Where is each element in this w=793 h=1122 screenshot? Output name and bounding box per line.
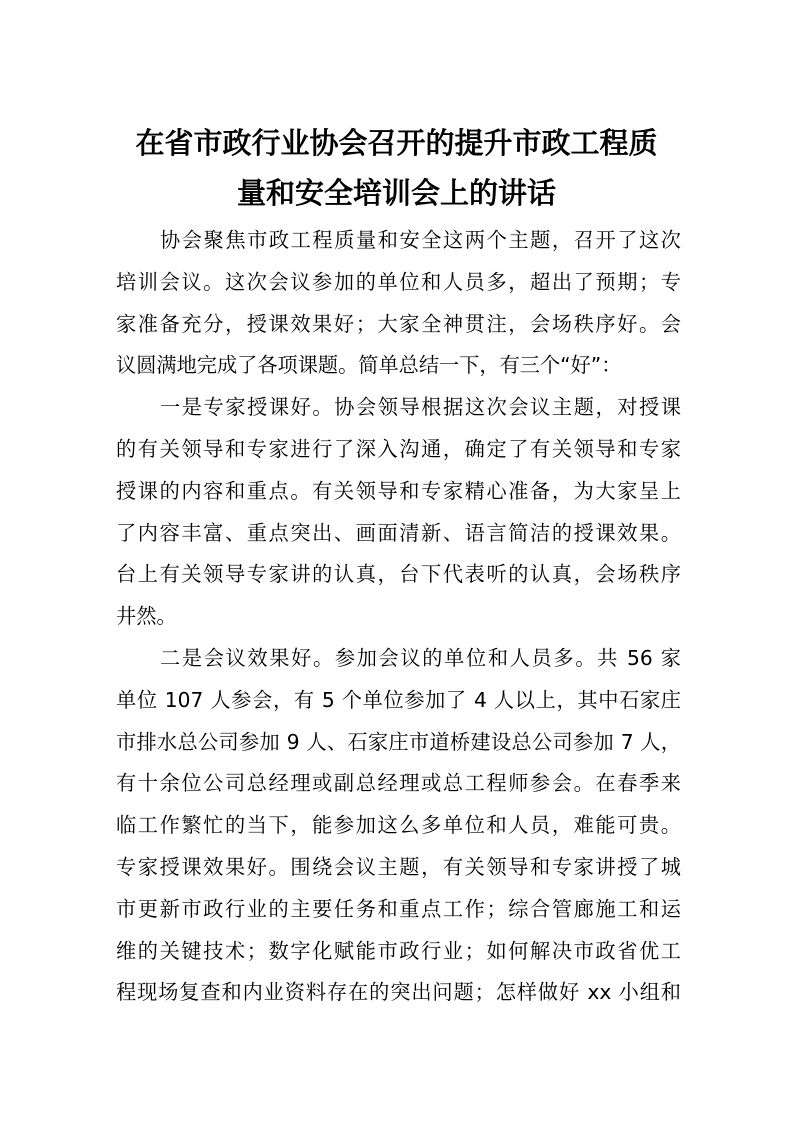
- paragraph-2-line: 授课的内容和重点。有关领导和专家精心准备，为大家呈上: [116, 478, 681, 503]
- paragraph-1-line: 培训会议。这次会议参加的单位和人员多，超出了预期；专: [116, 269, 681, 294]
- paragraph-1-line: 协会聚焦市政工程质量和安全这两个主题，召开了这次: [160, 228, 681, 252]
- document-body: [116, 220, 681, 1014]
- paragraph-1-line: 议圆满地完成了各项课题。简单总结一下，有三个“好”：: [116, 353, 622, 378]
- paragraph-2-line: 了内容丰富、重点突出、画面清新、语言简洁的授课效果。: [116, 520, 681, 545]
- document-title-line-2: 量和安全培训会上的讲话: [236, 176, 556, 210]
- paragraph-2-line: 的有关领导和专家进行了深入沟通，确定了有关领导和专家: [116, 436, 681, 461]
- paragraph-3-line: 有十余位公司总经理或副总经理或总工程师参会。在春季来: [116, 771, 681, 796]
- paragraph-3-line: 专家授课效果好。围绕会议主题，有关领导和专家讲授了城: [116, 854, 681, 879]
- paragraph-3-line: 维的关键技术；数字化赋能市政行业；如何解决市政省优工: [116, 938, 681, 963]
- paragraph-3-line: 单位 107 人参会，有 5 个单位参加了 4 人以上，其中石家庄: [116, 687, 681, 712]
- paragraph-3-line: 市更新市政行业的主要任务和重点工作；综合管廊施工和运: [116, 896, 681, 921]
- paragraph-2-line: 一是专家授课好。协会领导根据这次会议主题，对授课: [160, 395, 681, 420]
- document-title-line-1: 在省市政行业协会召开的提升市政工程质: [135, 126, 658, 160]
- paragraph-3-line: 二是会议效果好。参加会议的单位和人员多。共 56 家: [160, 645, 681, 670]
- paragraph-3-line: 临工作繁忙的当下，能参加这么多单位和人员，难能可贵。: [116, 813, 681, 838]
- paragraph-1-line: 家准备充分，授课效果好；大家全神贯注，会场秩序好。会: [116, 311, 681, 336]
- paragraph-3-line: 程现场复查和内业资料存在的突出问题；怎样做好 xx 小组和: [116, 980, 681, 1005]
- paragraph-2-line: 井然。: [116, 604, 177, 629]
- paragraph-3-line: 市排水总公司参加 9 人、石家庄市道桥建设总公司参加 7 人，: [116, 729, 681, 754]
- paragraph-2-line: 台上有关领导专家讲的认真，台下代表听的认真，会场秩序: [116, 562, 681, 587]
